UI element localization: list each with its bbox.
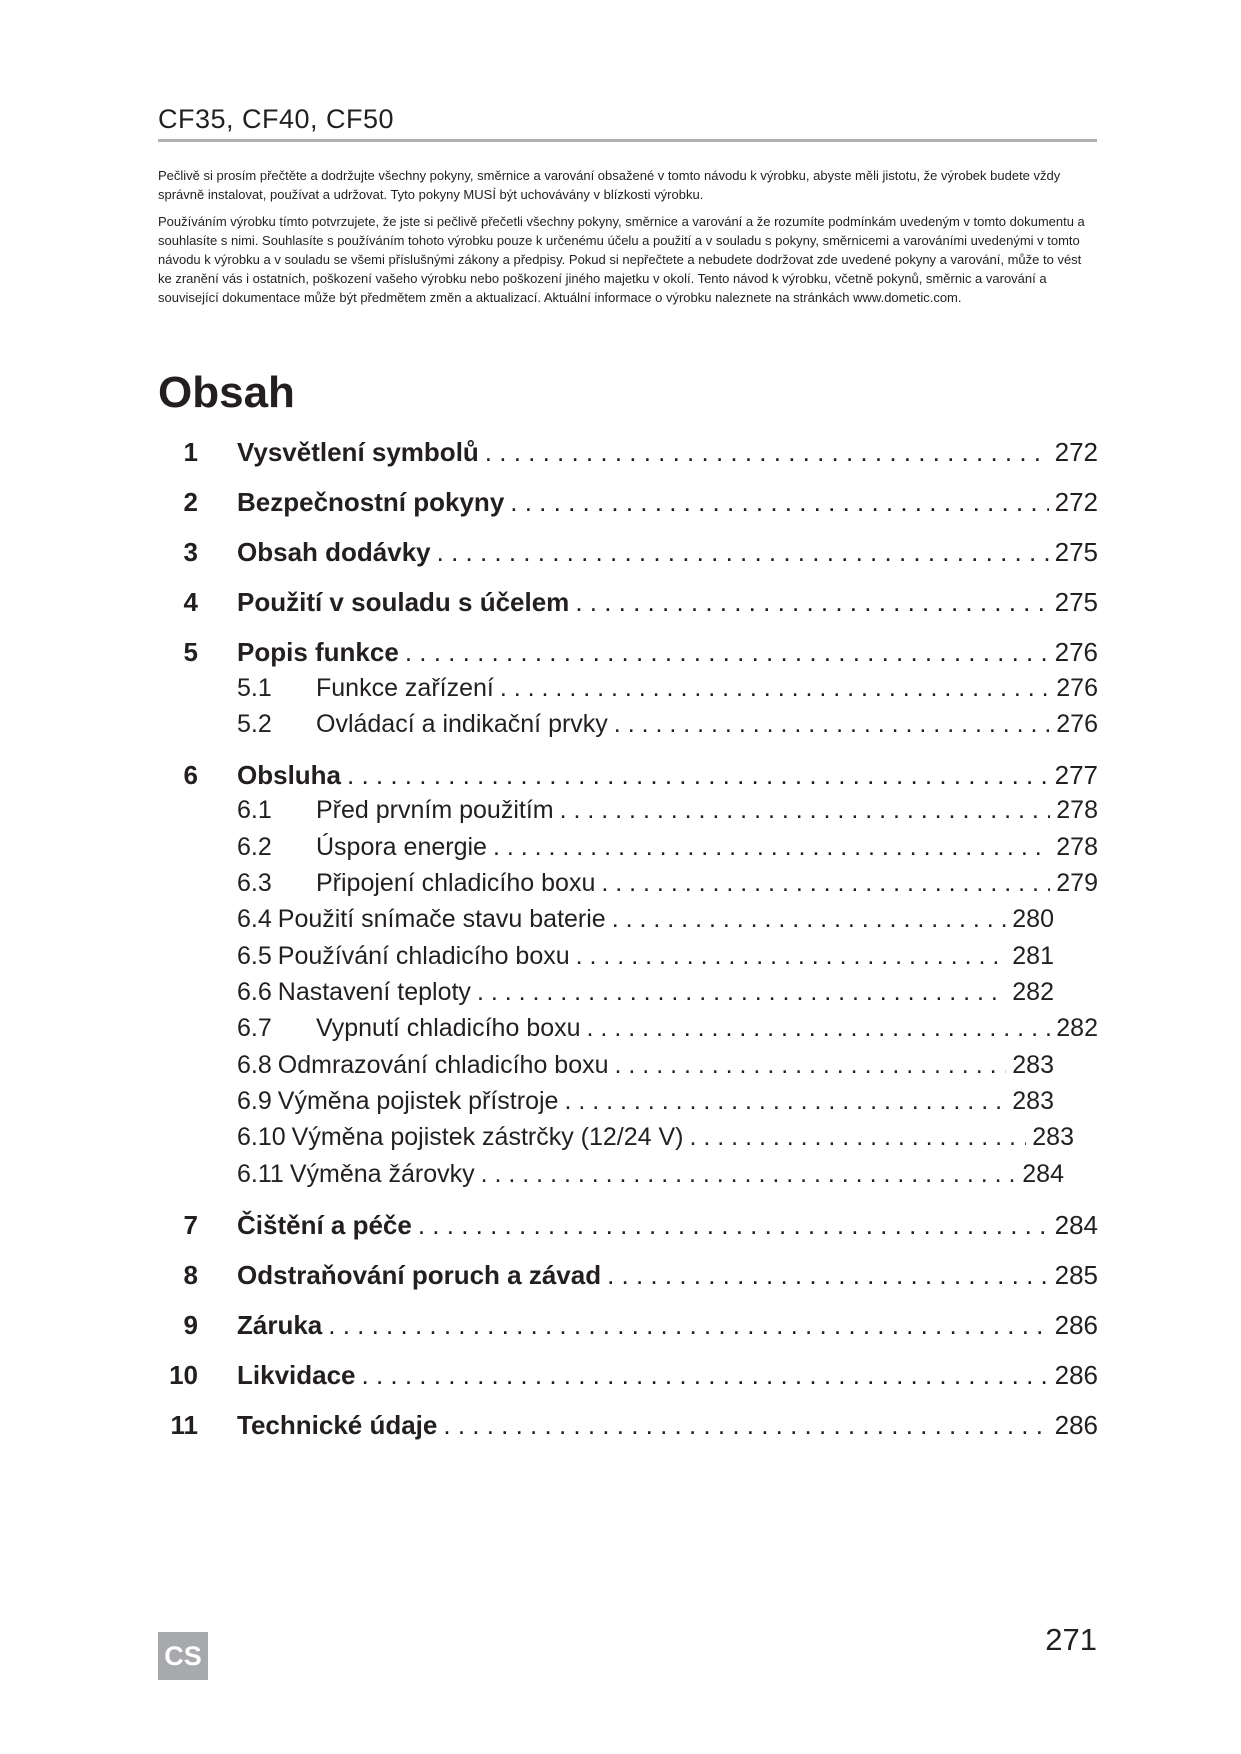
toc-leader-dots	[612, 905, 1007, 934]
toc-entry-page: 272	[1054, 487, 1098, 517]
toc-subentry-label: Ovládací a indikační prvky	[316, 710, 608, 738]
toc-subentry-page: 283	[1012, 1051, 1054, 1079]
page-number: 271	[1045, 1622, 1097, 1657]
toc-subentry-page: 276	[1056, 710, 1098, 738]
toc-entry-label: Bezpečnostní pokyny	[237, 487, 505, 517]
toc-subentry-page: 284	[1022, 1160, 1064, 1188]
intro-text-1: Pečlivě si prosím přečtěte a dodržujte všechny pokyny, směrnice a varování obsažené v tomto návodu k výrobku, abyste měli jistotu, že výrobek budete vždy správně instalovat, používat a udržovat. Tyto pokyny MUSÍ být uchovávány v blízkosti výrobku.	[158, 168, 1061, 202]
toc-subentry-number: 6.8	[237, 1051, 272, 1079]
toc-subentry[interactable]	[158, 1160, 1098, 1194]
toc-subentry[interactable]	[158, 1051, 1098, 1085]
toc-subentry-label: Výměna žárovky	[289, 1160, 475, 1188]
toc-subentry-page: 280	[1012, 905, 1054, 933]
toc-subentry-label: Nastavení teploty	[277, 978, 471, 1006]
toc-subentry-label: Používání chladicího boxu	[277, 942, 570, 970]
toc-subentry-label: Výměna pojistek zástrčky (12/24 V)	[291, 1123, 684, 1151]
toc-entry-page: 285	[1054, 1260, 1098, 1290]
toc-leader-dots	[690, 1123, 1027, 1152]
toc-leader-dots	[587, 1014, 1051, 1043]
toc-entry-page: 272	[1054, 437, 1098, 467]
toc-subentry-number: 5.1	[237, 674, 272, 702]
toc-entry[interactable]	[158, 487, 1098, 521]
toc-subentry[interactable]	[158, 978, 1098, 1012]
toc-entry-label: Obsah dodávky	[237, 537, 431, 567]
toc-entry-label: Popis funkce	[237, 637, 399, 667]
toc-entry-number: 7	[183, 1210, 198, 1240]
toc-leader-dots	[564, 1087, 1006, 1116]
toc-subentry-label: Použití snímače stavu baterie	[277, 905, 606, 933]
toc-leader-dots	[601, 869, 1050, 898]
toc-subentry[interactable]	[158, 905, 1098, 939]
toc-subentry-page: 279	[1056, 869, 1098, 897]
toc-entry[interactable]	[158, 1210, 1098, 1244]
toc-subentry-label: Funkce zařízení	[316, 674, 494, 702]
toc-entry-number: 9	[183, 1310, 198, 1340]
intro-paragraph-2	[158, 212, 1098, 307]
toc-leader-dots	[485, 437, 1049, 468]
toc-entry-number: 3	[183, 537, 198, 567]
toc-entry-page: 284	[1054, 1210, 1098, 1240]
toc-entry[interactable]	[158, 587, 1098, 621]
intro-text-2: Používáním výrobku tímto potvrzujete, že jste si pečlivě přečetli všechny pokyny, směrnice a varování a že rozumíte podmínkám uvedeným v tomto dokumentu a souhlasíte s nimi. Souhlasíte s používáním tohoto výrobku pouze k určenému účelu a použití a v souladu s pokyny, směrnicemi a varováními uvedenými v tomto návodu k výrobku a v souladu se všemi příslušnými zákony a předpisy. Pokud si nepřečtete a nebudete dodržovat zde uvedené pokyny a varování, může to vést ke zranění vás i ostatních, poškození vašeho výrobku nebo poškození jiného majetku v okolí. Tento návod k výrobku, včetně pokynů, směrnic a varování a související dokumentace může být předmětem změn a aktualizací. Aktuální informace o výrobku naleznete na stránkách www.dometic.com.	[158, 214, 1085, 305]
toc-subentry[interactable]	[158, 942, 1098, 976]
toc-subentry-label: Odmrazování chladicího boxu	[277, 1051, 609, 1079]
toc-leader-dots	[405, 637, 1049, 668]
toc-subentry[interactable]	[158, 1123, 1098, 1157]
toc-entry-label: Použití v souladu s účelem	[237, 587, 570, 617]
toc-subentry-number: 5.2	[237, 710, 272, 738]
toc-subentry[interactable]	[158, 833, 1098, 867]
toc-entry-label: Technické údaje	[237, 1410, 438, 1440]
toc-entry-label: Obsluha	[237, 760, 342, 790]
toc-entry[interactable]	[158, 437, 1098, 471]
toc-entry-number: 11	[170, 1410, 198, 1440]
toc-entry-number: 4	[183, 587, 198, 617]
toc-subentry-page: 281	[1012, 942, 1054, 970]
toc-leader-dots	[328, 1310, 1048, 1341]
toc-entry[interactable]	[158, 537, 1098, 571]
toc-subentry[interactable]	[158, 674, 1098, 708]
toc-entry-label: Likvidace	[237, 1360, 356, 1390]
toc-entry[interactable]	[158, 637, 1098, 671]
toc-entry-number: 6	[183, 760, 198, 790]
toc-subentry-label: Připojení chladicího boxu	[316, 869, 596, 897]
toc-entry-page: 286	[1054, 1410, 1098, 1440]
header-divider	[158, 139, 1097, 142]
document-header-title: CF35, CF40, CF50	[158, 104, 395, 134]
toc-entry-label: Záruka	[237, 1310, 323, 1340]
toc-entry-label: Odstraňování poruch a závad	[237, 1260, 602, 1290]
toc-leader-dots	[615, 1051, 1007, 1080]
toc-entry-number: 8	[183, 1260, 198, 1290]
toc-entry[interactable]	[158, 1360, 1098, 1394]
toc-subentry-label: Výměna pojistek přístroje	[277, 1087, 559, 1115]
toc-subentry-number: 6.5	[237, 942, 272, 970]
toc-subentry-label: Úspora energie	[316, 833, 487, 861]
toc-subentry-page: 278	[1056, 796, 1098, 824]
toc-leader-dots	[560, 796, 1051, 825]
toc-subentry[interactable]	[158, 710, 1098, 744]
toc-entry-page: 275	[1054, 537, 1098, 567]
toc-subentry-number: 6.2	[237, 833, 272, 861]
language-badge: CS	[158, 1632, 208, 1680]
toc-subentry-label: Před prvním použitím	[316, 796, 554, 824]
toc-leader-dots	[614, 710, 1050, 739]
toc-leader-dots	[481, 1160, 1017, 1189]
toc-entry-page: 275	[1054, 587, 1098, 617]
toc-entry-page: 286	[1054, 1310, 1098, 1340]
toc-subentry-number: 6.9	[237, 1087, 272, 1115]
toc-subentry-page: 276	[1056, 674, 1098, 702]
toc-leader-dots	[437, 537, 1049, 568]
toc-entry-number: 10	[169, 1360, 198, 1390]
toc-leader-dots	[575, 587, 1048, 618]
toc-entry-number: 5	[183, 637, 198, 667]
intro-paragraph-1	[158, 166, 1098, 204]
toc-subentry-page: 283	[1032, 1123, 1074, 1151]
toc-leader-dots	[477, 978, 1006, 1007]
toc-entry-page: 276	[1054, 637, 1098, 667]
toc-entry[interactable]	[158, 1410, 1098, 1444]
toc-subentry-number: 6.10	[237, 1123, 286, 1151]
toc-subentry-number: 6.3	[237, 869, 272, 897]
toc-entry-number: 1	[183, 437, 198, 467]
toc-subentry[interactable]	[158, 869, 1098, 903]
toc-subentry[interactable]	[158, 1087, 1098, 1121]
toc-subentry-number: 6.7	[237, 1014, 272, 1042]
toc-leader-dots	[443, 1410, 1048, 1441]
toc-title: Obsah	[158, 368, 295, 417]
toc-leader-dots	[500, 674, 1050, 703]
toc-entry-page: 277	[1054, 760, 1098, 790]
toc-subentry-number: 6.4	[237, 905, 272, 933]
toc-subentry[interactable]	[158, 1014, 1098, 1048]
toc-leader-dots	[347, 760, 1049, 791]
toc-leader-dots	[607, 1260, 1049, 1291]
toc-entry[interactable]	[158, 1260, 1098, 1294]
toc-leader-dots	[576, 942, 1007, 971]
toc-subentry-number: 6.6	[237, 978, 272, 1006]
toc-entry-label: Čištění a péče	[237, 1210, 412, 1240]
toc-subentry-number: 6.1	[237, 796, 272, 824]
toc-entry-number: 2	[183, 487, 198, 517]
toc-subentry-page: 283	[1012, 1087, 1054, 1115]
toc-entry-label: Vysvětlení symbolů	[237, 437, 479, 467]
toc-subentry-page: 282	[1012, 978, 1054, 1006]
toc-entry-page: 286	[1054, 1360, 1098, 1390]
toc-entry[interactable]	[158, 760, 1098, 794]
toc-subentry-page: 282	[1056, 1014, 1098, 1042]
toc-leader-dots	[510, 487, 1048, 518]
toc-leader-dots	[362, 1360, 1049, 1391]
toc-leader-dots	[418, 1210, 1049, 1241]
toc-leader-dots	[493, 833, 1050, 862]
toc-subentry-label: Vypnutí chladicího boxu	[316, 1014, 581, 1042]
toc-entry[interactable]	[158, 1310, 1098, 1344]
toc-subentry[interactable]	[158, 796, 1098, 830]
toc-subentry-number: 6.11	[237, 1160, 284, 1188]
toc-subentry-page: 278	[1056, 833, 1098, 861]
